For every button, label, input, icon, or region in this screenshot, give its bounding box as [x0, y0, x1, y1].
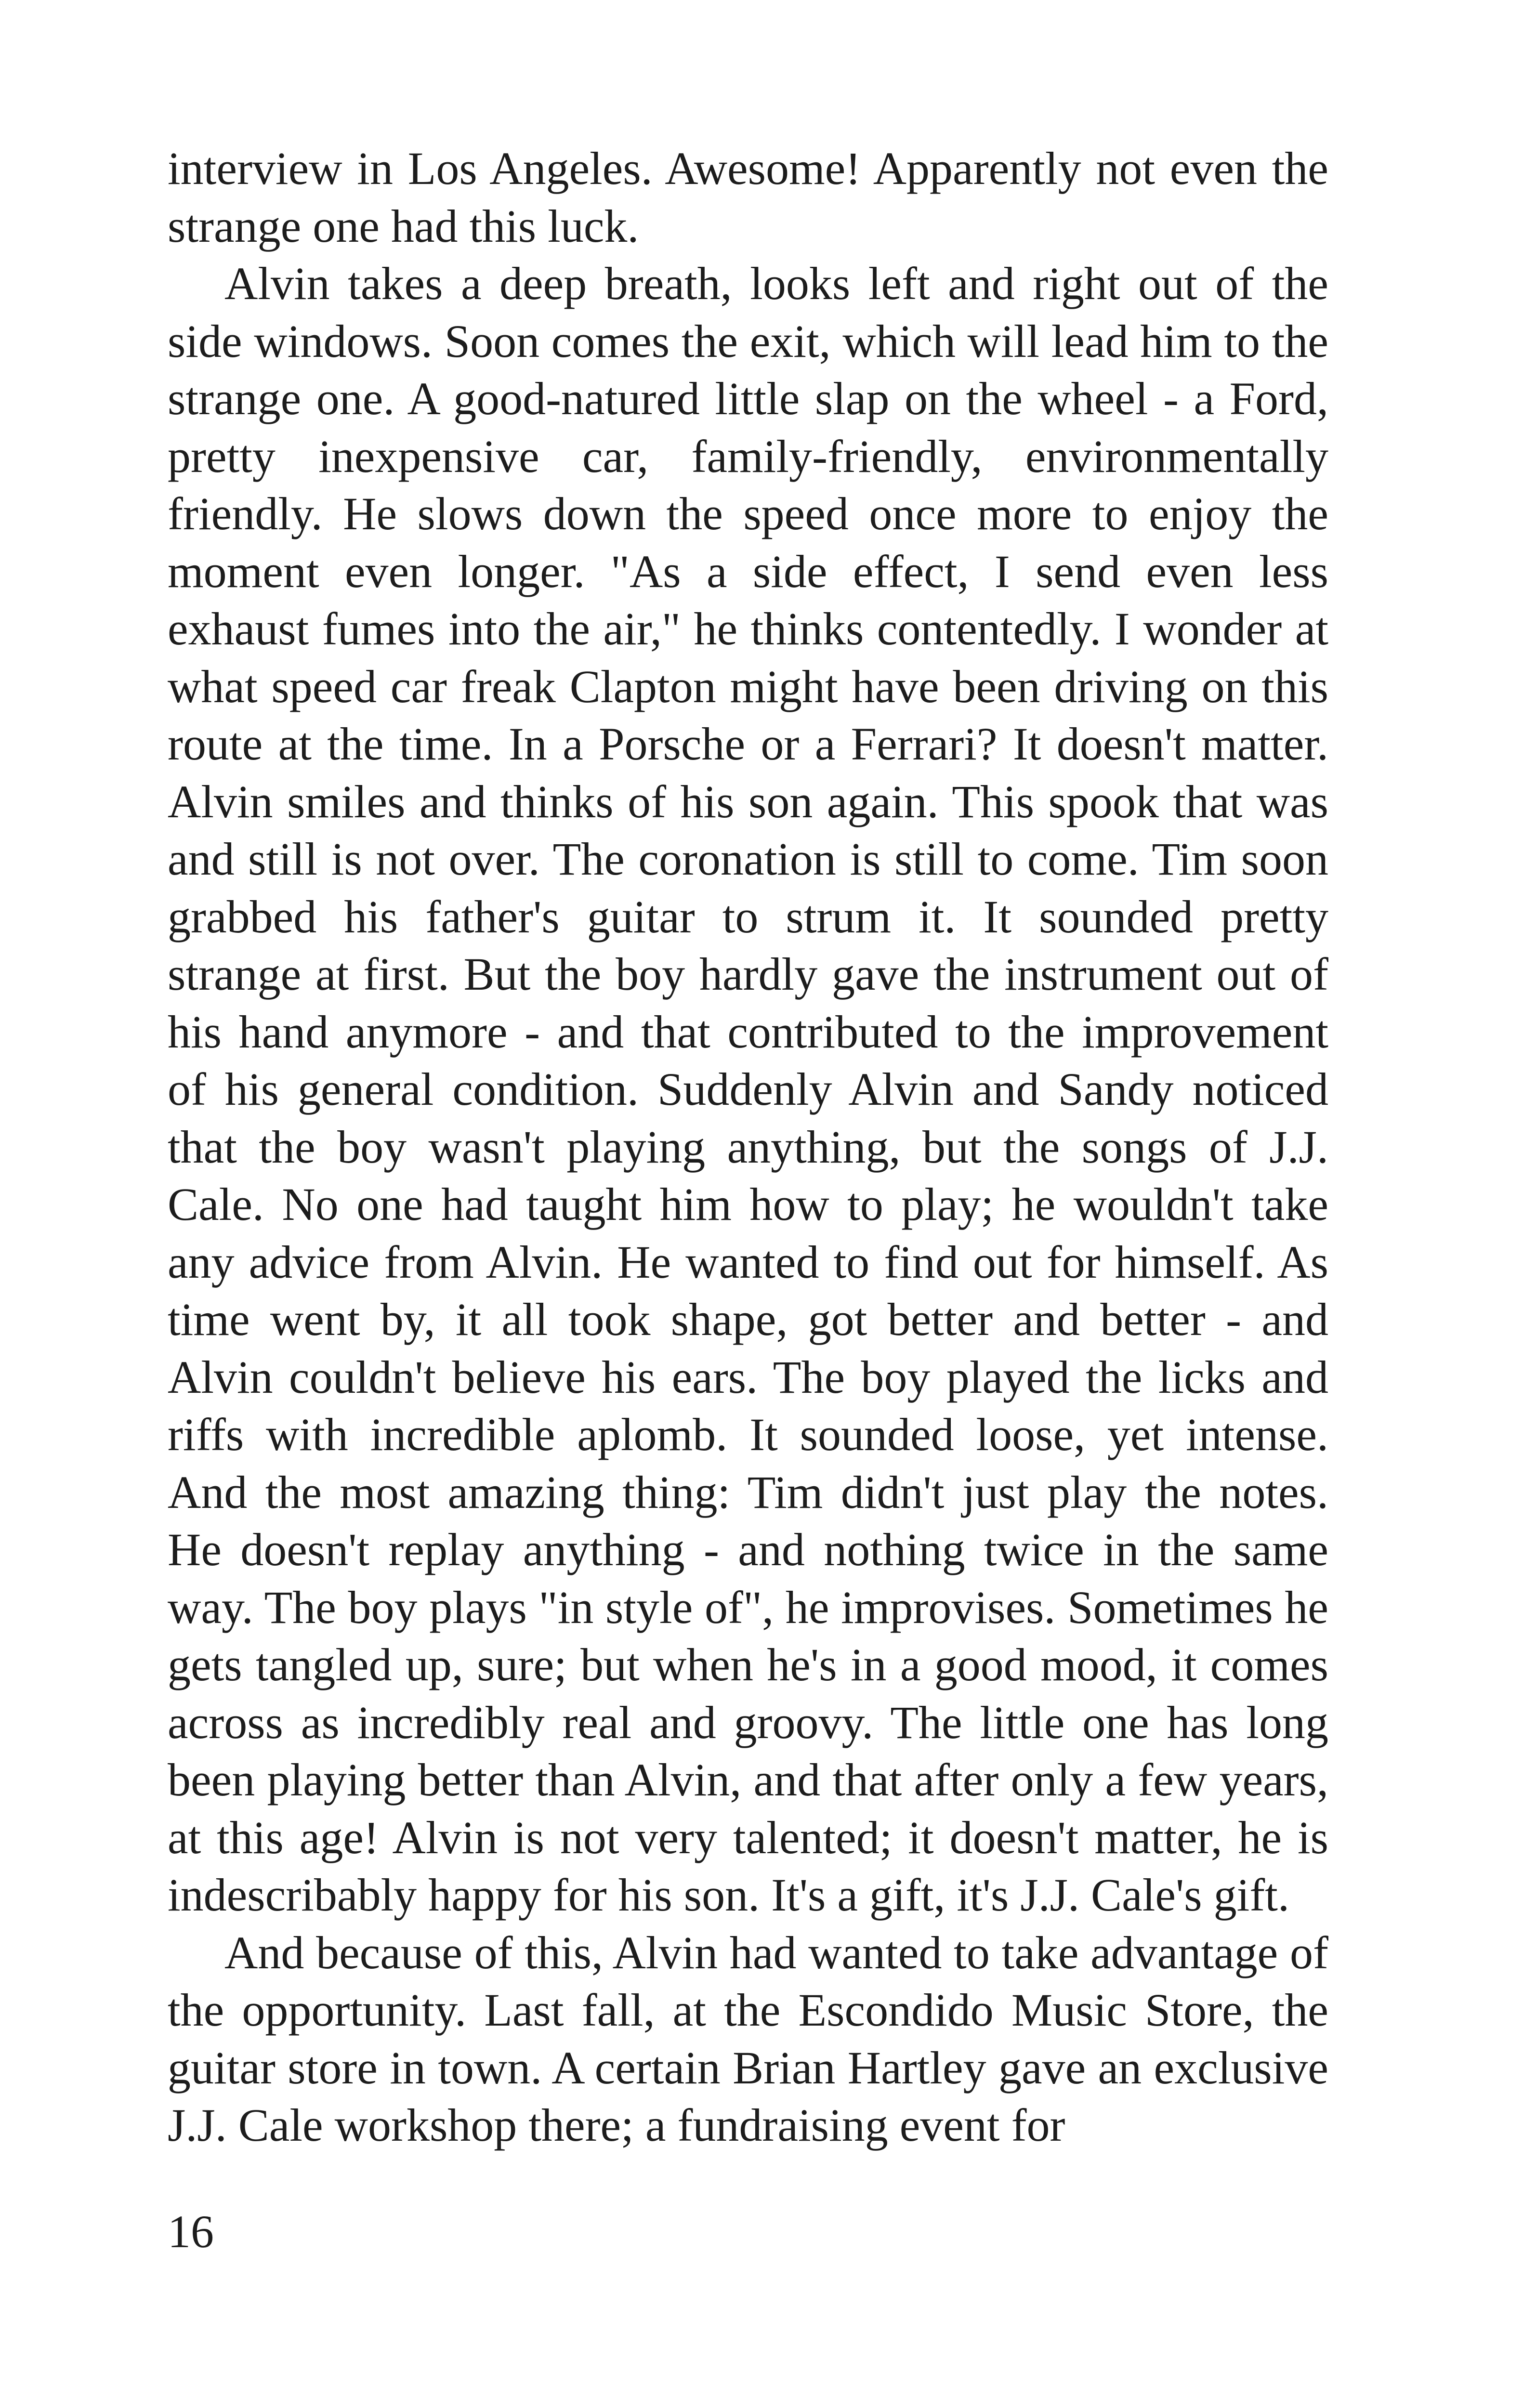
paragraph-continued: interview in Los Angeles. Awesome! Apparently not even the strange one had this luck. [168, 143, 1328, 252]
paragraph-opportunity: And because of this, Alvin had wanted to take advantage of the opportunity. Last fall, at the Escondido Music Store, the guitar store in town. A certain Brian Hartley gave an exclusive J.J. Cale workshop there; a fundraising event for [168, 1926, 1328, 2151]
paragraph-alvin-drive: Alvin takes a deep breath, looks left and right out of the side windows. Soon comes the exit, which will lead him to the strange one. A good-natured little slap on the wheel - a Ford, pretty inexpensive car, family-friendly, environmentally friendly. He slows down the speed once more to enjoy the moment even longer. "As a side effect, I send even less exhaust fumes into the air," he thinks contentedly. I wonder at what speed car freak Clapton might have been driving on this route at the time. In a Porsche or a Ferrari? It doesn't matter. Alvin smiles and thinks of his son again. This spook that was and still is not over. The coronation is still to come. Tim soon grabbed his father's guitar to strum it. It sounded pretty strange at first. But the boy hardly gave the instrument out of his hand anymore - and that contributed to the improvement of his general condition. Suddenly Alvin and Sandy noticed that the boy wasn't playing anything, but the songs of J.J. Cale. No one had taught him how to play; he wouldn't take any advice from Alvin. He wanted to find out for himself. As time went by, it all took shape, got better and better - and Alvin couldn't believe his ears. The boy played the licks and riffs with incredible aplomb. It sounded loose, yet intense. And the most amazing thing: Tim didn't just play the notes. He doesn't replay anything - and nothing twice in the same way. The boy plays "in style of", he improvises. Sometimes he gets tangled up, sure; but when he's in a good mood, it comes across as incredibly real and groovy. The little one has long been playing better than Alvin, and that after only a few years, at this age! Alvin is not very talented; it doesn't matter, he is indescribably happy for his son. It's a gift, it's J.J. Cale's gift. [168, 258, 1328, 1921]
body-text [168, 140, 1328, 2154]
page-number: 16 [168, 2206, 214, 2257]
